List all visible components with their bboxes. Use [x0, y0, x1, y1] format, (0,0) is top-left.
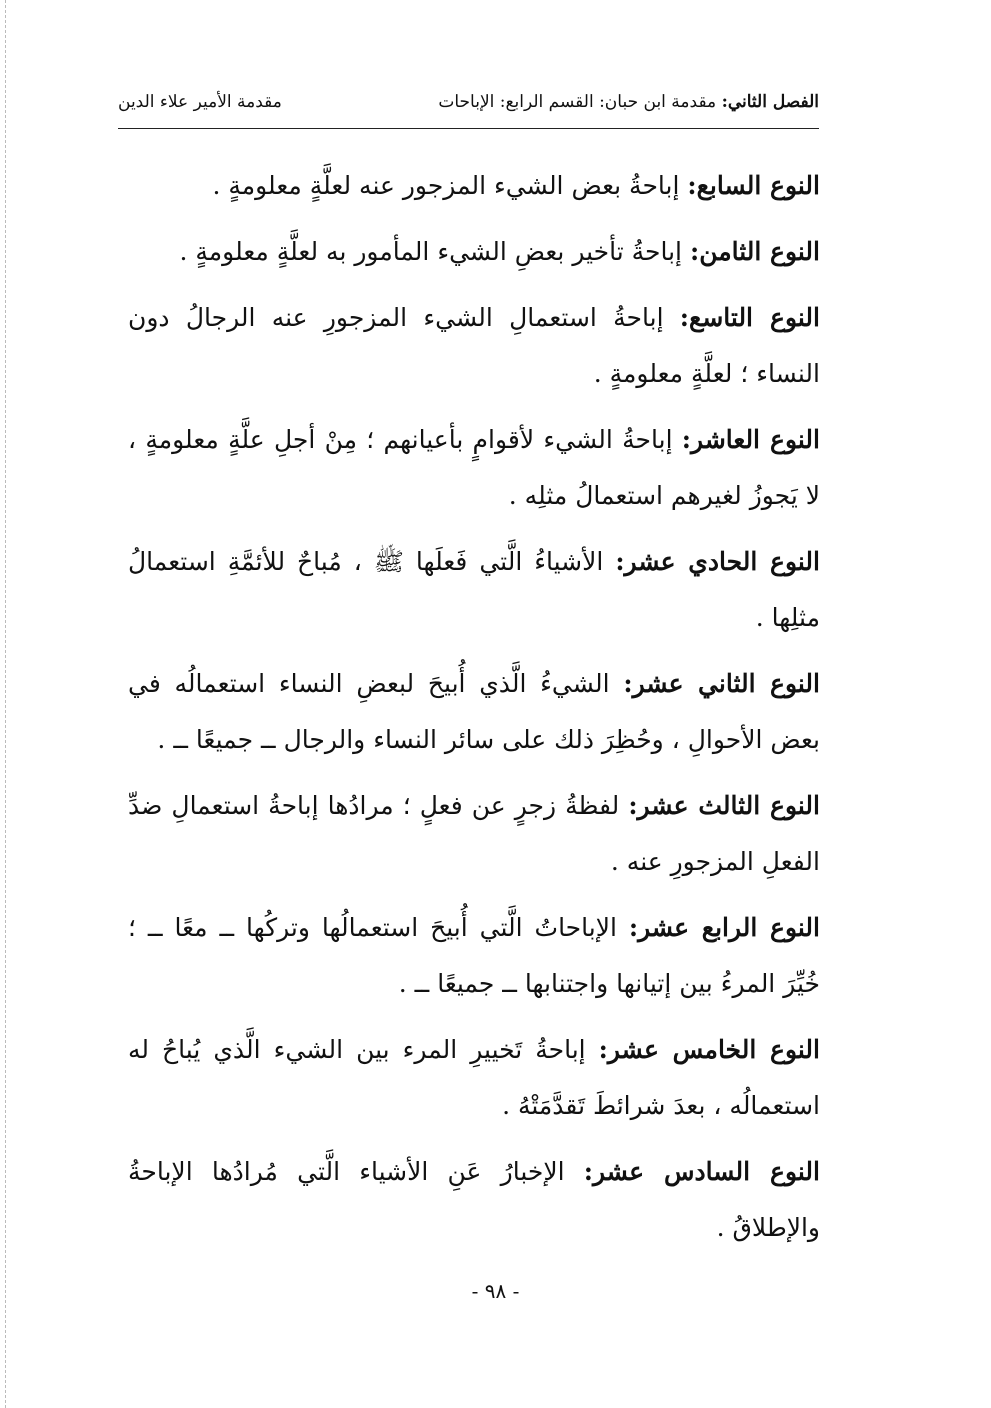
page-number: - ٩٨ -: [471, 1279, 520, 1303]
paragraph-type-14: [128, 900, 820, 1012]
type-text: الإخبارُ عَنِ الأشياء الَّتي مُرادُها الإباحةُ والإطلاقُ .: [128, 1157, 820, 1242]
type-text: إباحةُ استعمالِ الشيء المزجورِ عنه الرجالُ دون النساء ؛ لعلَّةٍ معلومةٍ .: [128, 303, 820, 388]
type-heading: النوع الثاني عشر:: [623, 669, 820, 698]
page-body: [128, 158, 820, 1266]
type-heading: النوع السابع:: [687, 171, 820, 200]
type-text: لفظةُ زجرٍ عن فعلٍ ؛ مرادُها إباحةُ استعمالِ ضدِّ الفعلِ المزجورِ عنه .: [128, 791, 820, 876]
type-text: الإباحاتُ الَّتي أُبيحَ استعمالُها وتركُها ــ معًا ــ ؛ خُيِّرَ المرءُ بين إتيانها واجتنابها ــ جميعًا ــ .: [128, 913, 820, 998]
type-heading: النوع الحادي عشر:: [615, 547, 821, 576]
chapter-label: الفصل الثاني:: [721, 92, 819, 112]
type-heading: النوع الثالث عشر:: [628, 791, 820, 820]
type-heading: النوع العاشر:: [681, 425, 820, 454]
book-title: مقدمة الأمير علاء الدين: [118, 92, 282, 112]
paragraph-type-12: [128, 656, 820, 768]
type-text: إباحةُ الشيء لأقوامٍ بأعيانهم ؛ مِنْ أجلِ علَّةٍ معلومةٍ ، لا يَجوزُ لغيرهم استعمالُ مثلِه .: [128, 425, 820, 510]
type-heading: النوع السادس عشر:: [583, 1157, 820, 1186]
chapter-section-title: مقدمة ابن حبان: القسم الرابع: الإباحات: [438, 92, 717, 112]
paragraph-type-8: [128, 224, 820, 280]
paragraph-type-13: [128, 778, 820, 890]
type-text: إباحةُ بعض الشيء المزجور عنه لعلَّةٍ معلومةٍ .: [212, 171, 688, 200]
type-heading: النوع الرابع عشر:: [628, 913, 820, 942]
type-text: الأشياءُ الَّتي فَعلَها ﷺ ، مُباحٌ للأئمَّةِ استعمالُ مثلِها .: [128, 547, 820, 632]
type-text: إباحةُ تَخييرِ المرء بين الشيء الَّذي يُباحُ له استعمالُه ، بعدَ شرائطَ تَقدَّمَتْهُ .: [128, 1035, 820, 1120]
paragraph-type-10: [128, 412, 820, 524]
chapter-heading: [438, 92, 819, 112]
type-text: الشيءُ الَّذي أُبيحَ لبعضِ النساء استعمالُه في بعض الأحوالِ ، وحُظِرَ ذلك على سائر النساء والرجال ــ جميعًا ــ .: [128, 669, 820, 754]
type-heading: النوع التاسع:: [679, 303, 820, 332]
running-header: [118, 88, 819, 129]
paragraph-type-16: [128, 1144, 820, 1256]
paragraph-type-7: [128, 158, 820, 214]
paragraph-type-11: [128, 534, 820, 646]
type-text: إباحةُ تأخير بعضِ الشيء المأمور به لعلَّةٍ معلومةٍ .: [179, 237, 690, 266]
paragraph-type-15: [128, 1022, 820, 1134]
type-heading: النوع الخامس عشر:: [598, 1035, 820, 1064]
type-heading: النوع الثامن:: [689, 237, 820, 266]
scan-edge-line: [5, 0, 6, 1408]
paragraph-type-9: [128, 290, 820, 402]
